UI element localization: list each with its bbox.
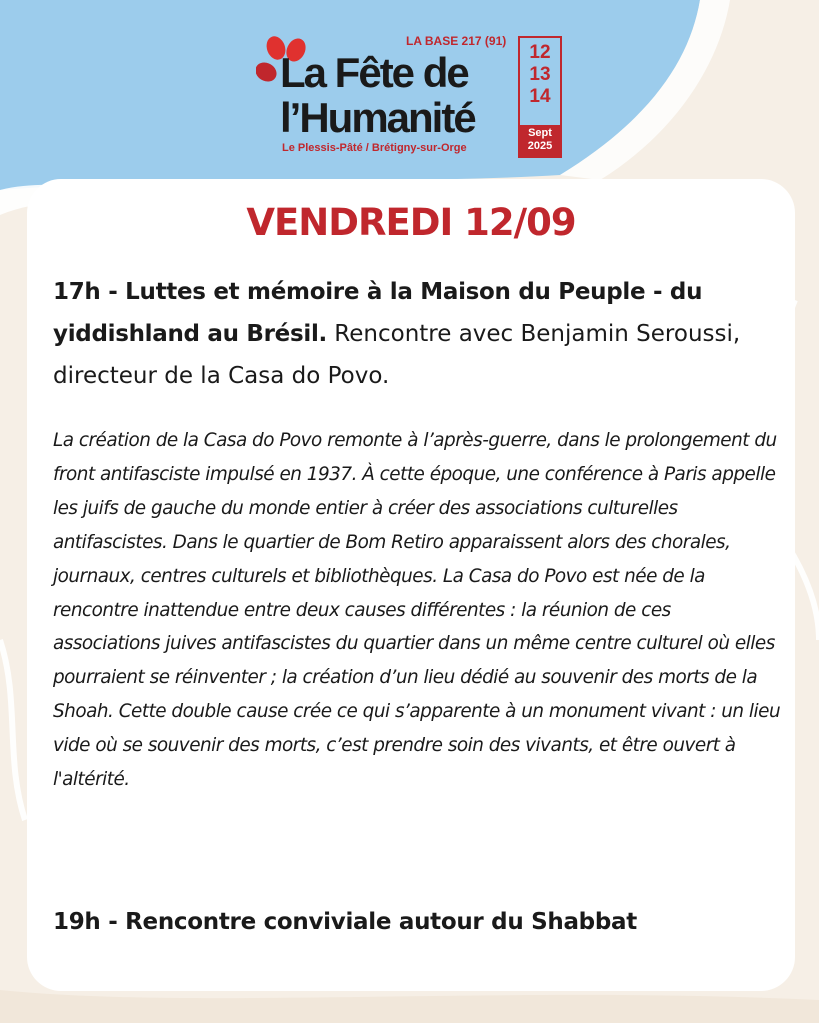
date-month <box>520 125 560 156</box>
event-17h-subtitle: Rencontre avec Benjamin Seroussi, directeur de la Casa do Povo. <box>53 321 741 389</box>
date-day-3: 14 <box>529 86 551 107</box>
date-day-2: 13 <box>529 64 551 85</box>
date-badge <box>518 36 562 158</box>
date-day-1: 12 <box>529 42 551 63</box>
date-month-name: Sept <box>528 127 552 139</box>
date-year: 2025 <box>527 140 553 152</box>
event-19h-title: 19h - Rencontre conviviale autour du Shabbat <box>53 909 637 935</box>
festival-title-line2: l’Humanité <box>280 94 475 141</box>
day-title: VENDREDI 12/09 <box>246 201 576 244</box>
venue-label: LA BASE 217 (91) <box>406 34 507 48</box>
location-label: Le Plessis-Pâté / Brétigny-sur-Orge <box>282 142 467 154</box>
festival-title-line1: La Fête de <box>280 49 468 96</box>
event-17h <box>53 271 773 397</box>
event-17h-description: La création de la Casa do Povo remonte à l’après-guerre, dans le prolongement du front antifasciste impulsé en 1937. À cette époque, une conférence à Paris appelle les juifs de gauche du monde entier à créer des associations culturelles antifascistes. Dans le quartier de Bom Retiro apparaissent alors des chorales, journaux, centres culturels et bibliothèques. La Casa do Povo est née de la rencontre inattendue entre deux causes différentes : la réunion de ces associations juives antifascistes du quartier dans un même centre culturel où elles pourraient se réinventer ; la création d’un lieu dédié au souvenir des morts de la Shoah. Cette double cause crée ce qui s’apparente à un monument vivant : un lieu vide où se souvenir des morts, c’est prendre soin des vivants, et être ouvert à l'altérité. <box>53 430 781 791</box>
festival-logo <box>256 32 566 162</box>
program-card <box>27 179 795 991</box>
event-17h-title: 17h - Luttes et mémoire à la Maison du Peuple - du yiddishland au Brésil. <box>53 279 703 347</box>
